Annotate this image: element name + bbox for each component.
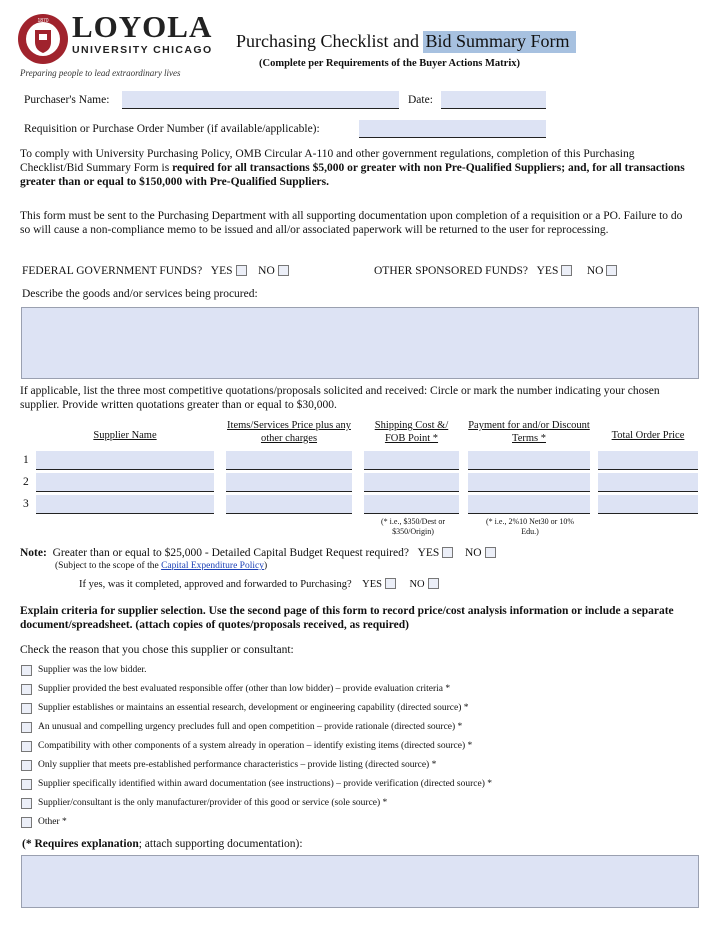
purchaser-name-field[interactable] — [122, 91, 399, 109]
sponsored-funds-row: OTHER SPONSORED FUNDS? YES NO — [374, 264, 620, 278]
payment-terms-field[interactable] — [468, 451, 590, 470]
reason-checkbox[interactable] — [21, 722, 32, 733]
supplier-name-field[interactable] — [36, 473, 214, 492]
page-subtitle: (Complete per Requirements of the Buyer Actions Matrix) — [259, 58, 520, 69]
capital-expenditure-policy-link[interactable]: Capital Expenditure Policy — [161, 561, 264, 571]
reason-checkbox[interactable] — [21, 741, 32, 752]
row-number: 2 — [23, 476, 29, 488]
capital-request-no-checkbox[interactable] — [485, 547, 496, 558]
total-price-field[interactable] — [598, 495, 698, 514]
items-price-field[interactable] — [226, 473, 352, 492]
explanation-textarea[interactable] — [21, 855, 699, 908]
total-price-field[interactable] — [598, 473, 698, 492]
payment-terms-field[interactable] — [468, 473, 590, 492]
capital-request-yes-checkbox[interactable] — [442, 547, 453, 558]
items-price-field[interactable] — [226, 495, 352, 514]
row-number: 1 — [23, 454, 29, 466]
logo-subtitle: UNIVERSITY CHICAGO — [72, 44, 213, 56]
requisition-field[interactable] — [359, 120, 546, 138]
purchaser-name-label: Purchaser's Name: — [24, 94, 110, 106]
col-header-total: Total Order Price — [611, 430, 685, 441]
federal-funds-no-checkbox[interactable] — [278, 265, 289, 276]
shipping-cost-field[interactable] — [364, 495, 459, 514]
reason-label-performance: Only supplier that meets pre-established performance characteristics – provide listing (directed source) * — [38, 760, 437, 770]
reason-checkbox[interactable] — [21, 779, 32, 790]
col-header-payment: Payment for and/or Discount Terms * — [468, 420, 590, 444]
col-header-shipping: Shipping Cost &/ FOB Point * — [374, 420, 449, 444]
supplier-name-field[interactable] — [36, 451, 214, 470]
describe-label: Describe the goods and/or services being procured: — [22, 288, 258, 300]
reason-checkbox[interactable] — [21, 703, 32, 714]
reason-label-other: Other * — [38, 817, 67, 827]
svg-text:1870: 1870 — [37, 18, 49, 24]
reason-label-sole-source: Supplier/consultant is the only manufacturer/provider of this good or service (sole source) * — [38, 798, 388, 808]
tagline: Preparing people to lead extraordinary lives — [20, 68, 181, 78]
supplier-name-field[interactable] — [36, 495, 214, 514]
submission-paragraph: This form must be sent to the Purchasing Department with all supporting documentation upon completion of a requisition or a PO. Failure to do so will cause a non-compliance memo to be issued and all/or associated paperwork will be returned to the user for reprocessing. — [20, 210, 683, 236]
page-title: Purchasing Checklist and Bid Summary Form — [236, 31, 576, 52]
reason-label: Check the reason that you chose this supplier or consultant: — [20, 644, 294, 656]
date-field[interactable] — [441, 91, 546, 109]
shipping-cost-field[interactable] — [364, 451, 459, 470]
row-number: 3 — [23, 498, 29, 510]
goods-description-textarea[interactable] — [21, 307, 699, 379]
payment-terms-field[interactable] — [468, 495, 590, 514]
col-header-items: Items/Services Price plus any other charges — [227, 420, 351, 444]
criteria-heading: Explain criteria for supplier selection. Use the second page of this form to record price/cost analysis information or include a separate document/spreadsheet. (attach copies of quotes/proposals received, as required) — [20, 605, 674, 631]
reason-label-best-offer: Supplier provided the best evaluated responsible offer (other than low bidder) – provide evaluation criteria * — [38, 684, 451, 694]
reason-checkbox[interactable] — [21, 798, 32, 809]
sponsored-funds-yes-checkbox[interactable] — [561, 265, 572, 276]
reason-label-urgency: An unusual and compelling urgency precludes full and open competition – provide rationale (directed source) * — [38, 722, 463, 732]
sponsored-funds-no-checkbox[interactable] — [606, 265, 617, 276]
col-header-supplier: Supplier Name — [93, 430, 157, 441]
university-seal — [17, 13, 69, 65]
reason-checkbox[interactable] — [21, 817, 32, 828]
capital-completed-row: If yes, was it completed, approved and forwarded to Purchasing? YES NO — [79, 578, 442, 591]
reason-checkbox[interactable] — [21, 665, 32, 676]
federal-funds-yes-checkbox[interactable] — [236, 265, 247, 276]
reason-checkbox[interactable] — [21, 684, 32, 695]
reason-label-low-bidder: Supplier was the low bidder. — [38, 665, 147, 675]
reason-label-research-capability: Supplier establishes or maintains an essential research, development or engineering capability (directed source) * — [38, 703, 469, 713]
reason-label-compatibility: Compatibility with other components of a system already in operation – identify existing items (directed source) * — [38, 741, 473, 751]
title-highlight: Bid Summary Form — [423, 31, 575, 53]
total-price-field[interactable] — [598, 451, 698, 470]
federal-funds-row: FEDERAL GOVERNMENT FUNDS? YES NO — [22, 264, 292, 278]
reason-checkbox[interactable] — [21, 760, 32, 771]
reason-label-award-documentation: Supplier specifically identified within award documentation (see instructions) – provide verification (directed source) * — [38, 779, 493, 789]
payment-note: (* i.e., 2%10 Net30 or 10% Edu.) — [486, 517, 574, 536]
items-price-field[interactable] — [226, 451, 352, 470]
explanation-label: (* Requires explanation; attach supporting documentation): — [22, 838, 303, 850]
shipping-cost-field[interactable] — [364, 473, 459, 492]
date-label: Date: — [408, 94, 433, 106]
shipping-note: (* i.e., $350/Dest or $350/Origin) — [381, 517, 445, 536]
logo-name: LOYOLA — [72, 9, 213, 44]
requisition-label: Requisition or Purchase Order Number (if available/applicable): — [24, 123, 320, 135]
capital-completed-yes-checkbox[interactable] — [385, 578, 396, 589]
policy-paragraph: To comply with University Purchasing Policy, OMB Circular A-110 and other government regulations, completion of this Purchasing Checklist/Bid Summary Form is required for all transactions $5,000 or greater with non Pre-Qualified Suppliers; and, for all transactions greater than or equal to $150,000 with Pre-Qualified Suppliers. — [20, 148, 685, 188]
capital-note-row: Note: Greater than or equal to $25,000 - Detailed Capital Budget Request required? YES NO — [20, 546, 499, 560]
capital-scope-note: (Subject to the scope of the Capital Expenditure Policy) — [55, 561, 268, 571]
capital-completed-no-checkbox[interactable] — [428, 578, 439, 589]
quotes-intro: If applicable, list the three most competitive quotations/proposals solicited and received: Circle or mark the number indicating your chosen supplier. Provide written quotations greater than or equal to $30,000. — [20, 385, 660, 411]
